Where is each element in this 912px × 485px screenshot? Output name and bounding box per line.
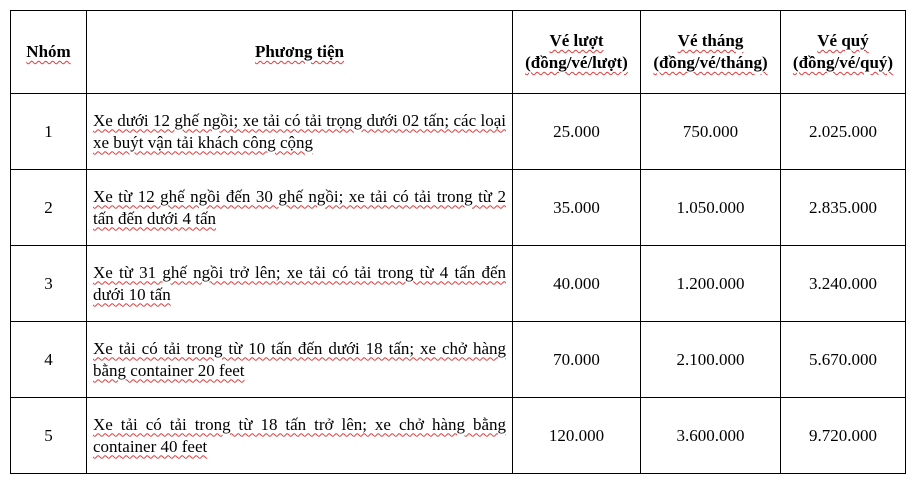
group-cell: 4	[11, 322, 87, 398]
table-row	[11, 170, 906, 246]
header-vehicle: Phương tiện	[87, 11, 513, 94]
quarterly-price-cell: 9.720.000	[781, 398, 906, 474]
group-cell: 1	[11, 94, 87, 170]
group-cell: 5	[11, 398, 87, 474]
monthly-price-cell: 2.100.000	[641, 322, 781, 398]
header-monthly-ticket: Vé tháng (đồng/vé/tháng)	[641, 11, 781, 94]
table-row	[11, 246, 906, 322]
single-price-cell: 40.000	[513, 246, 641, 322]
table-row	[11, 322, 906, 398]
vehicle-cell: Xe dưới 12 ghế ngồi; xe tải có tải trọng dưới 02 tấn; các loại xe buýt vận tải khách công cộng	[87, 94, 513, 170]
single-price-cell: 35.000	[513, 170, 641, 246]
vehicle-cell: Xe từ 12 ghế ngồi đến 30 ghế ngồi; xe tải có tải trong từ 2 tấn đến dưới 4 tấn	[87, 170, 513, 246]
quarterly-price-cell: 5.670.000	[781, 322, 906, 398]
vehicle-cell: Xe từ 31 ghế ngồi trở lên; xe tải có tải trong từ 4 tấn đến dưới 10 tấn	[87, 246, 513, 322]
vehicle-cell: Xe tải có tải trong từ 10 tấn đến dưới 18 tấn; xe chở hàng bằng container 20 feet	[87, 322, 513, 398]
monthly-price-cell: 1.050.000	[641, 170, 781, 246]
header-quarterly-ticket: Vé quý (đồng/vé/quý)	[781, 11, 906, 94]
table-row	[11, 398, 906, 474]
group-cell: 2	[11, 170, 87, 246]
quarterly-price-cell: 3.240.000	[781, 246, 906, 322]
monthly-price-cell: 750.000	[641, 94, 781, 170]
table-row	[11, 94, 906, 170]
monthly-price-cell: 1.200.000	[641, 246, 781, 322]
group-cell: 3	[11, 246, 87, 322]
single-price-cell: 25.000	[513, 94, 641, 170]
toll-fee-table	[10, 10, 906, 474]
table-header-row	[11, 11, 906, 94]
monthly-price-cell: 3.600.000	[641, 398, 781, 474]
quarterly-price-cell: 2.025.000	[781, 94, 906, 170]
single-price-cell: 70.000	[513, 322, 641, 398]
quarterly-price-cell: 2.835.000	[781, 170, 906, 246]
vehicle-cell: Xe tải có tải trong từ 18 tấn trở lên; xe chở hàng bằng container 40 feet	[87, 398, 513, 474]
single-price-cell: 120.000	[513, 398, 641, 474]
header-group: Nhóm	[11, 11, 87, 94]
header-single-ticket: Vé lượt (đồng/vé/lượt)	[513, 11, 641, 94]
